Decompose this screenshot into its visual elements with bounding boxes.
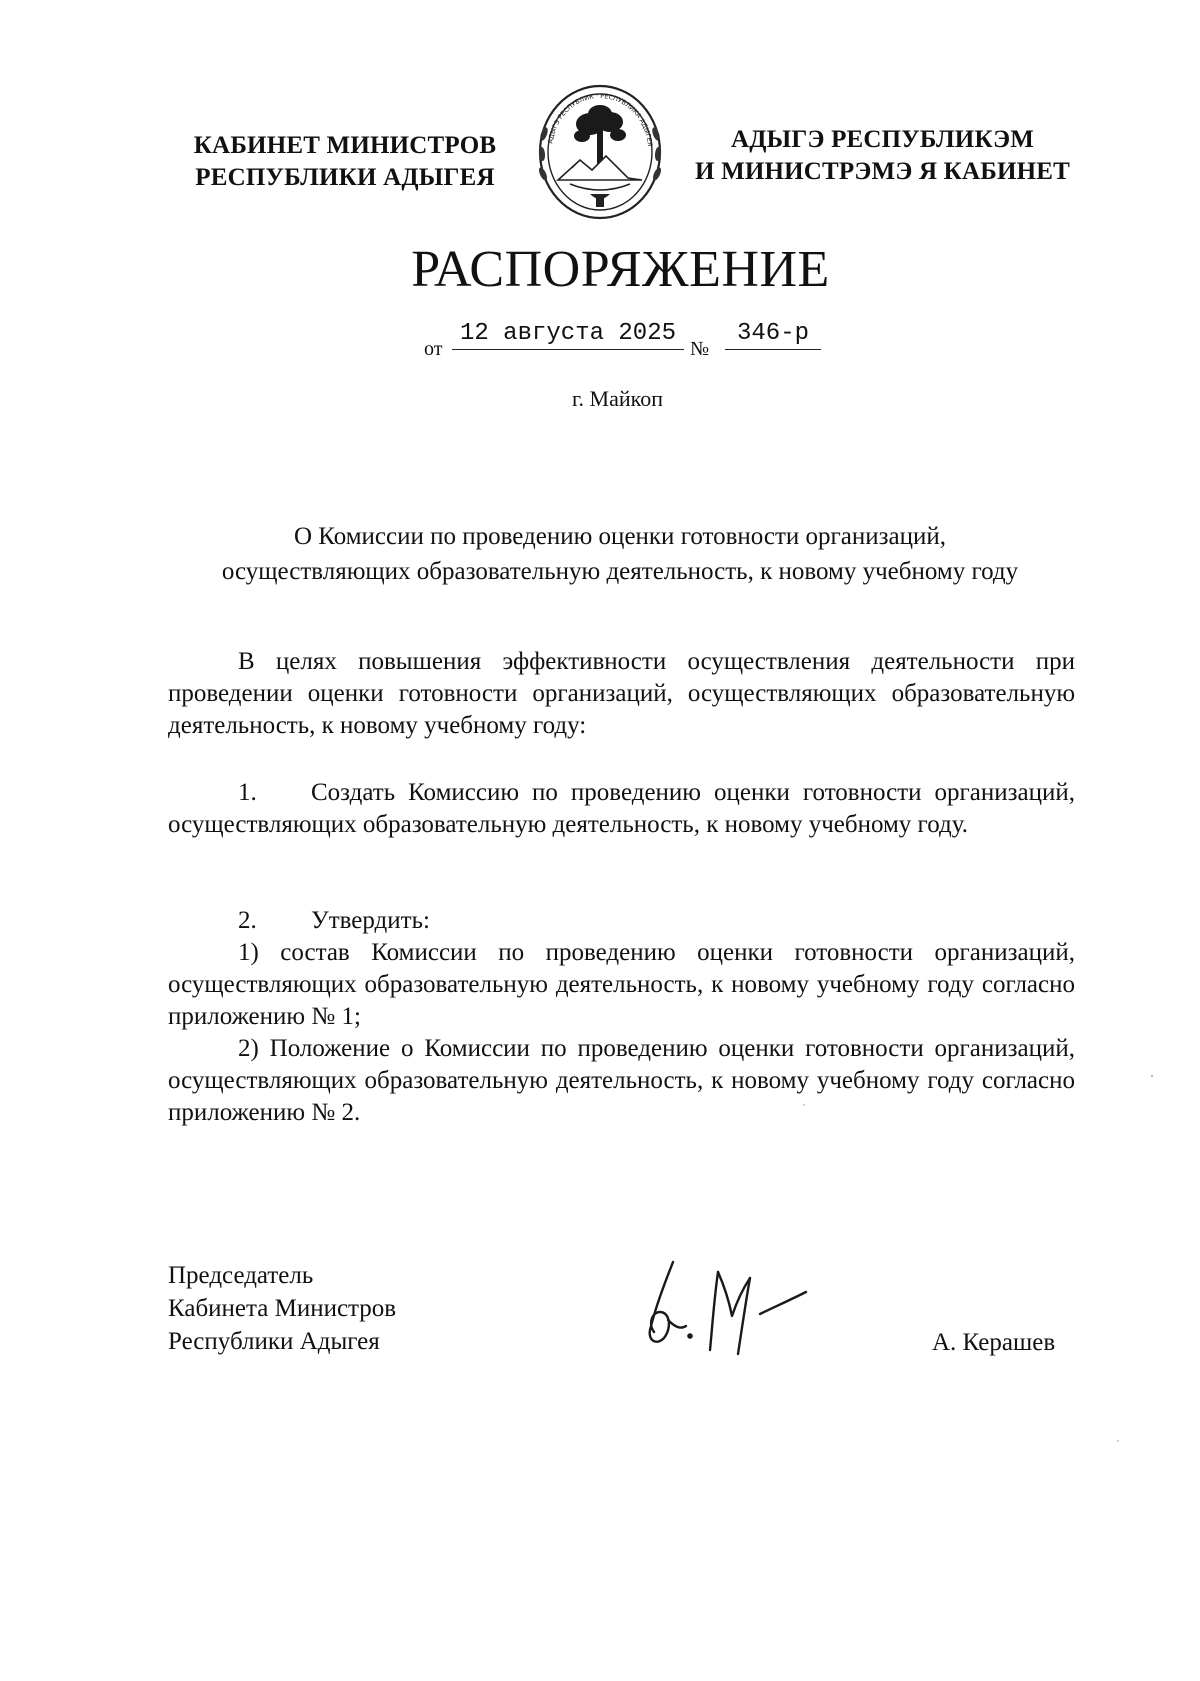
org-name-adyghe bbox=[685, 124, 1080, 188]
handwritten-signature bbox=[638, 1250, 828, 1370]
subject-line2: осуществляющих образовательную деятельность, к новому учебному году bbox=[221, 558, 1019, 585]
order-item-1-text: Создать Комиссию по проведению оценки готовности организаций, осуществляющих образовательную деятельность, к новому учебному году. bbox=[168, 779, 1075, 838]
org-name-russian-line2: РЕСПУБЛИКИ АДЫГЕЯ bbox=[195, 164, 495, 191]
preamble-paragraph bbox=[168, 646, 1075, 742]
order-item-1-paragraph bbox=[168, 777, 1075, 841]
order-item-2-number: 2. bbox=[238, 907, 257, 934]
document-subject bbox=[160, 519, 1080, 589]
signatory-name: А. Керашев bbox=[932, 1329, 1056, 1356]
order-item-1 bbox=[168, 777, 1075, 841]
order-item-1-number: 1. bbox=[238, 779, 257, 806]
org-name-adyghe-line2: И МИНИСТРЭМЭ Я КАБИНЕТ bbox=[694, 158, 1071, 185]
order-item-2 bbox=[168, 905, 1075, 1129]
signatory-position-line2: Кабинета Министров bbox=[168, 1295, 397, 1322]
subject-line1: О Комиссии по проведению оценки готовности организаций, bbox=[293, 523, 947, 550]
document-city: г. Майкоп bbox=[572, 386, 663, 411]
number-prefix: № bbox=[690, 338, 710, 360]
document-number: 346-р bbox=[725, 320, 821, 350]
org-name-russian-line1: КАБИНЕТ МИНИСТРОВ bbox=[193, 132, 497, 159]
signatory-position-line3: Республики Адыгея bbox=[168, 1328, 380, 1355]
signatory-position-line1: Председатель bbox=[168, 1262, 314, 1289]
document-date: 12 августа 2025 bbox=[452, 320, 684, 350]
document-type-title: РАСПОРЯЖЕНИЕ bbox=[411, 241, 830, 298]
order-subitem-1: 1) состав Комиссии по проведению оценки готовности организаций, осуществляющих образовательную деятельность, к новому учебному году согласно приложению № 1; bbox=[168, 939, 1075, 1030]
signatory-position bbox=[168, 1259, 396, 1358]
date-prefix: от bbox=[424, 338, 443, 360]
emblem-ring-text: АДЫГЭ РЕСПУБЛИК · РЕСПУБЛИКА АДЫГЕЯ bbox=[546, 91, 654, 147]
coat-of-arms-emblem bbox=[530, 72, 670, 222]
order-item-2-paragraph bbox=[168, 905, 1075, 937]
order-item-2-text: Утвердить: bbox=[311, 907, 430, 934]
order-subitem-2: 2) Положение о Комиссии по проведению оценки готовности организаций, осуществляющих образовательную деятельность, к новому учебному году согласно приложению № 2. bbox=[168, 1035, 1075, 1126]
preamble-text: В целях повышения эффективности осуществления деятельности при проведении оценки готовности организаций, осуществляющих образовательную деятельность, к новому учебному году: bbox=[168, 648, 1075, 739]
org-name-russian bbox=[180, 130, 510, 194]
org-name-adyghe-line1: АДЫГЭ РЕСПУБЛИКЭМ bbox=[730, 126, 1035, 153]
